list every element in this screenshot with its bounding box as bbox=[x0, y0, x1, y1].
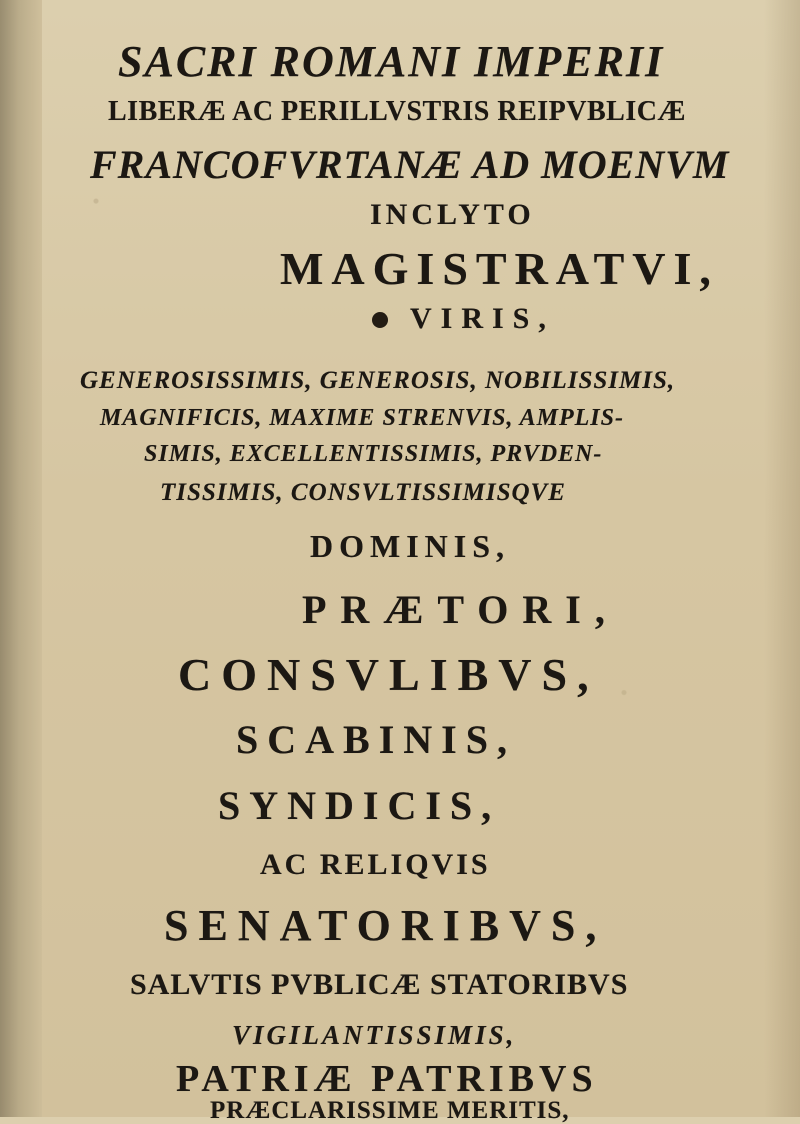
epithets-line-1: GENEROSISSIMIS, GENEROSIS, NOBILISSIMIS, bbox=[80, 367, 676, 394]
heading-liberae-reipublicae: LIBERÆ AC PERILLVSTRIS REIPVBLICÆ bbox=[108, 96, 686, 127]
heading-ac-reliquis: AC RELIQVIS bbox=[260, 848, 491, 881]
heading-inclyto: INCLYTO bbox=[370, 198, 535, 231]
heading-sacri-romani-imperii: SACRI ROMANI IMPERII bbox=[118, 37, 665, 86]
heading-praetori: PRÆTORI, bbox=[302, 587, 619, 632]
epithets-line-2: MAGNIFICIS, MAXIME STRENVIS, AMPLIS- bbox=[100, 405, 624, 431]
epithets-line-4: TISSIMIS, CONSVLTISSIMISQVE bbox=[160, 479, 566, 506]
page-edge-shadow bbox=[764, 0, 800, 1117]
heading-magistratui: MAGISTRATVI, bbox=[280, 243, 719, 294]
page-gutter bbox=[0, 0, 42, 1117]
heading-senatoribus: SENATORIBVS, bbox=[164, 901, 607, 950]
heading-praeclarissime-meritis: PRÆCLARISSIME MERITIS, bbox=[210, 1097, 570, 1124]
heading-viris: VIRIS, bbox=[410, 302, 555, 335]
heading-francofurtanae: FRANCOFVRTANÆ AD MOENVM bbox=[90, 142, 730, 187]
heading-patriae-patribus: PATRIÆ PATRIBVS bbox=[176, 1058, 598, 1100]
heading-syndicis: SYNDICIS, bbox=[218, 783, 501, 828]
fleuron-ornament bbox=[372, 312, 388, 328]
heading-scabinis: SCABINIS, bbox=[236, 717, 516, 762]
heading-vigilantissimis: VIGILANTISSIMIS, bbox=[232, 1020, 517, 1050]
heading-salutis-publicae: SALVTIS PVBLICÆ STATORIBVS bbox=[130, 968, 629, 1001]
dedication-page bbox=[60, 0, 760, 1124]
heading-consulibus: CONSVLIBVS, bbox=[178, 649, 599, 700]
epithets-line-3: SIMIS, EXCELLENTISSIMIS, PRVDEN- bbox=[144, 441, 603, 467]
heading-dominis: DOMINIS, bbox=[310, 528, 511, 564]
